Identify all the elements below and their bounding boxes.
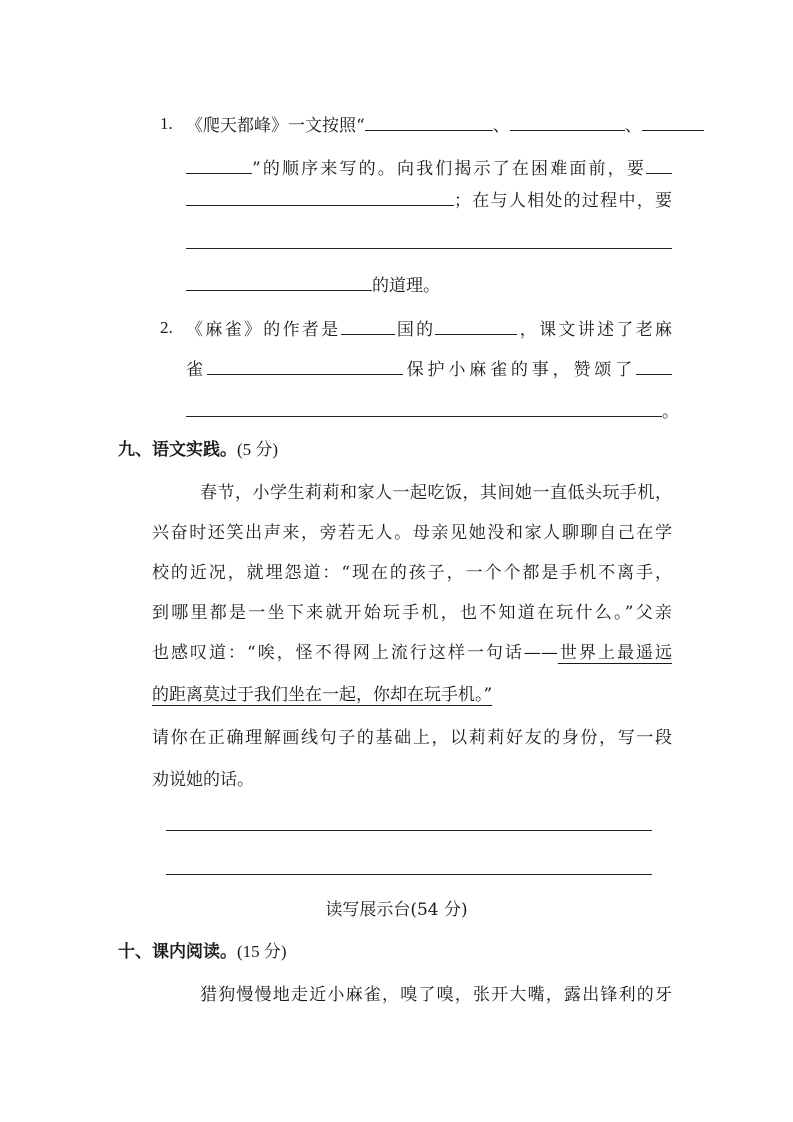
prompt-line: 劝说她的话。: [152, 770, 254, 790]
passage-line: 到哪里都是一坐下来就开始玩手机，也不知道在玩什么。”父亲: [152, 603, 672, 623]
part-title: 读写展示台(54 分): [325, 900, 468, 920]
question-2-text: 。: [662, 402, 679, 422]
section-points: (5 分): [237, 440, 279, 459]
answer-blank[interactable]: [186, 187, 454, 206]
prompt-line: 请你在正确理解画线句子的基础上，以莉莉好友的身份，写一段: [152, 728, 672, 748]
underlined-sentence: 的距离莫过于我们坐在一起，你却在玩手机。”: [152, 685, 493, 705]
passage-line: 校的近况，就埋怨道：“现在的孩子，一个个都是手机不离手，: [152, 563, 672, 583]
question-2-line-2: [186, 356, 672, 382]
question-2-text: 雀: [186, 360, 207, 380]
question-1-text: ”的顺序来写的。向我们揭示了在困难面前，要: [252, 159, 646, 179]
answer-blank[interactable]: [186, 398, 662, 417]
passage-line: [152, 641, 672, 665]
answer-blank[interactable]: [365, 112, 493, 131]
passage-text: 也感叹道：“唉，怪不得网上流行这样一句话——: [152, 643, 558, 663]
question-1-text: ；在与人相处的过程中，要: [454, 191, 672, 211]
question-2-text: ，课文讲述了老麻: [517, 320, 673, 340]
answer-blank[interactable]: [435, 316, 517, 335]
answer-line[interactable]: [166, 874, 652, 875]
question-1-line-2: [186, 155, 672, 181]
question-2-line-1: [186, 316, 672, 342]
question-1-line-3: [186, 187, 672, 213]
question-1-text: 的道理。: [372, 276, 440, 296]
question-1-text: 《爬天都峰》一文按照“: [186, 116, 365, 136]
passage-line: 春节，小学生莉莉和家人一起吃饭，其间她一直低头玩手机，: [200, 483, 672, 503]
question-2-text: 保护小麻雀的事，赞颂了: [402, 360, 637, 380]
passage-line: 猎狗慢慢地走近小麻雀，嗅了嗅，张开大嘴，露出锋利的牙: [200, 985, 672, 1005]
answer-blank[interactable]: [186, 272, 372, 291]
question-1-number: 1.: [160, 114, 173, 133]
question-1-line-5: [186, 272, 440, 298]
section-10-heading: [118, 940, 287, 964]
question-2-line-3: [186, 398, 679, 424]
answer-blank[interactable]: [510, 112, 625, 131]
answer-blank[interactable]: [341, 316, 395, 335]
section-9-heading: [118, 438, 278, 462]
passage-line: 兴奋时还笑出声来，旁若无人。母亲见她没和家人聊聊自己在学: [152, 523, 672, 543]
answer-line[interactable]: [166, 830, 652, 831]
separator: 、: [492, 116, 510, 136]
section-title: 九、语文实践。: [118, 440, 237, 460]
answer-blank[interactable]: [642, 112, 704, 131]
question-2-number: 2.: [160, 318, 173, 337]
answer-blank[interactable]: [636, 356, 672, 375]
answer-blank[interactable]: [186, 155, 252, 174]
answer-blank[interactable]: [646, 155, 672, 174]
question-1-line-1: [186, 112, 672, 138]
passage-line: [152, 683, 492, 707]
underlined-sentence: 世界上最遥远: [557, 643, 672, 663]
section-title: 十、课内阅读。: [118, 942, 237, 962]
section-points: (15 分): [237, 942, 287, 961]
answer-line[interactable]: [186, 248, 672, 249]
question-2-text: 《麻雀》的作者是: [186, 320, 341, 340]
question-2-text: 国的: [394, 320, 436, 340]
answer-blank[interactable]: [207, 356, 403, 375]
separator: 、: [624, 116, 642, 136]
